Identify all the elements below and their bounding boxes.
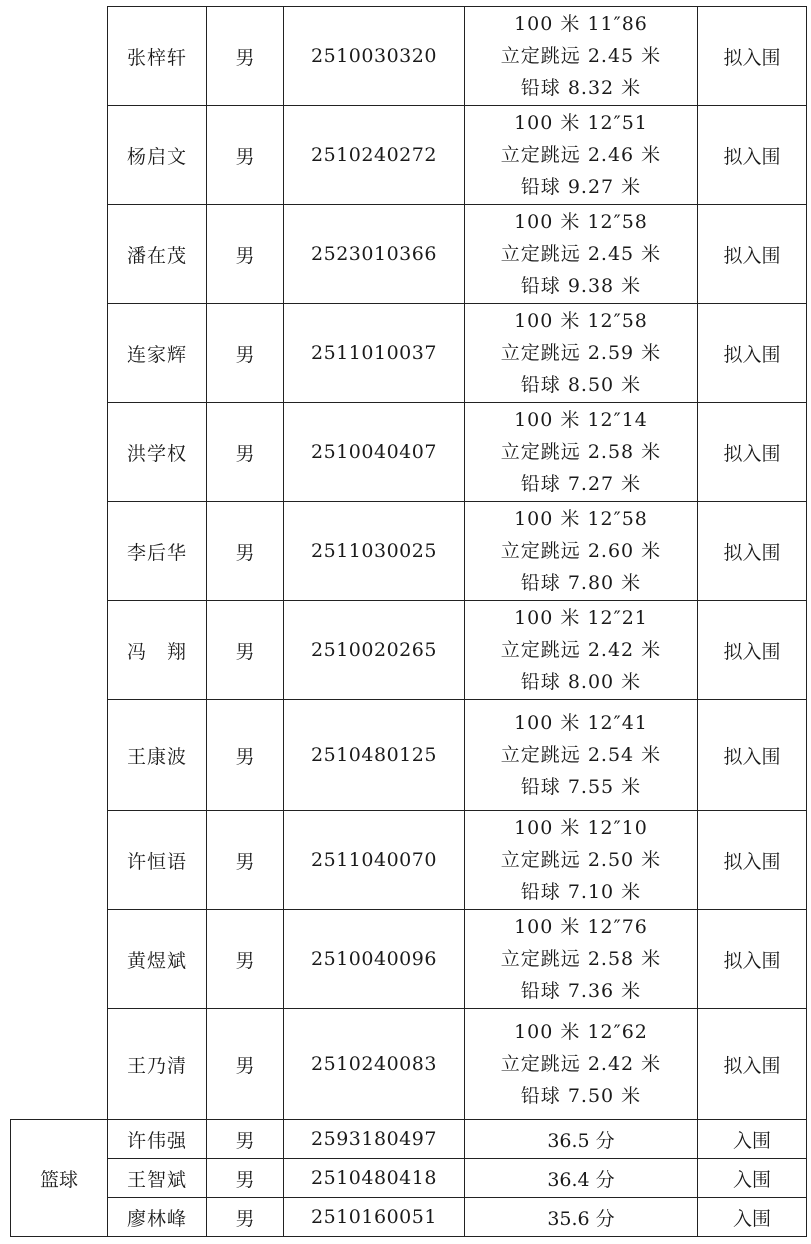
id-cell: 2511010037	[284, 304, 465, 403]
score-cell	[465, 811, 698, 910]
score-cell	[465, 1009, 698, 1120]
name-cell: 连家辉	[108, 304, 207, 403]
score-line: 铅球 7.27 米	[520, 473, 642, 495]
id-cell: 2510020265	[284, 601, 465, 700]
score-cell	[465, 700, 698, 811]
name-cell: 张梓轩	[108, 7, 207, 106]
score-line: 100 米 12″10	[514, 817, 648, 839]
score-line: 铅球 8.50 米	[520, 374, 642, 396]
score-cell	[465, 7, 698, 106]
status-cell: 入围	[698, 1120, 807, 1159]
status-cell: 拟入围	[698, 1009, 807, 1120]
name-cell: 王康波	[108, 700, 207, 811]
gender-cell: 男	[207, 1198, 284, 1237]
score-cell	[465, 106, 698, 205]
score-line: 100 米 12″58	[514, 211, 648, 233]
category-cell-continued	[11, 7, 108, 1120]
table-row	[11, 1198, 807, 1237]
gender-cell: 男	[207, 106, 284, 205]
status-cell: 拟入围	[698, 601, 807, 700]
score-cell	[465, 304, 698, 403]
table-row	[11, 1120, 807, 1159]
id-cell: 2510480125	[284, 700, 465, 811]
score-line: 立定跳远 2.42 米	[500, 1053, 662, 1075]
id-cell: 2593180497	[284, 1120, 465, 1159]
score-line: 立定跳远 2.46 米	[500, 144, 662, 166]
id-cell: 2510240272	[284, 106, 465, 205]
table-row	[11, 502, 807, 601]
status-cell: 拟入围	[698, 811, 807, 910]
gender-cell: 男	[207, 601, 284, 700]
table-row	[11, 403, 807, 502]
gender-cell: 男	[207, 403, 284, 502]
table-row	[11, 910, 807, 1009]
score-line: 100 米 12″14	[514, 409, 648, 431]
gender-cell: 男	[207, 700, 284, 811]
table-row	[11, 304, 807, 403]
gender-cell: 男	[207, 910, 284, 1009]
score-line: 立定跳远 2.45 米	[500, 243, 662, 265]
name-cell: 潘在茂	[108, 205, 207, 304]
id-cell: 2510030320	[284, 7, 465, 106]
score-line: 100 米 11″86	[514, 13, 648, 35]
score-cell	[465, 910, 698, 1009]
score-cell: 35.6 分	[465, 1198, 698, 1237]
gender-cell: 男	[207, 304, 284, 403]
gender-cell: 男	[207, 1009, 284, 1120]
score-line: 100 米 12″62	[514, 1021, 648, 1043]
score-line: 铅球 8.00 米	[520, 671, 642, 693]
name-cell: 廖林峰	[108, 1198, 207, 1237]
name-cell: 许恒语	[108, 811, 207, 910]
status-cell: 拟入围	[698, 910, 807, 1009]
score-line: 100 米 12″58	[514, 508, 648, 530]
score-line: 立定跳远 2.60 米	[500, 540, 662, 562]
id-cell: 2523010366	[284, 205, 465, 304]
gender-cell: 男	[207, 7, 284, 106]
score-line: 铅球 7.55 米	[520, 776, 642, 798]
gender-cell: 男	[207, 1159, 284, 1198]
score-line: 100 米 12″41	[514, 712, 648, 734]
table-row	[11, 601, 807, 700]
table-row	[11, 1159, 807, 1198]
score-line: 100 米 12″21	[514, 607, 648, 629]
gender-cell: 男	[207, 1120, 284, 1159]
score-cell: 36.5 分	[465, 1120, 698, 1159]
id-cell: 2510480418	[284, 1159, 465, 1198]
score-cell	[465, 205, 698, 304]
status-cell: 拟入围	[698, 106, 807, 205]
score-line: 铅球 7.50 米	[520, 1085, 642, 1107]
score-line: 100 米 12″58	[514, 310, 648, 332]
id-cell: 2510040096	[284, 910, 465, 1009]
status-cell: 入围	[698, 1198, 807, 1237]
score-line: 立定跳远 2.42 米	[500, 639, 662, 661]
status-cell: 拟入围	[698, 403, 807, 502]
score-line: 铅球 7.36 米	[520, 980, 642, 1002]
status-cell: 入围	[698, 1159, 807, 1198]
score-line: 铅球 7.10 米	[520, 881, 642, 903]
score-cell	[465, 502, 698, 601]
name-cell: 杨启文	[108, 106, 207, 205]
status-cell: 拟入围	[698, 205, 807, 304]
name-cell: 李后华	[108, 502, 207, 601]
table-row	[11, 1009, 807, 1120]
category-cell: 篮球	[11, 1120, 108, 1237]
name-cell: 王智斌	[108, 1159, 207, 1198]
status-cell: 拟入围	[698, 700, 807, 811]
gender-cell: 男	[207, 205, 284, 304]
id-cell: 2511030025	[284, 502, 465, 601]
gender-cell: 男	[207, 811, 284, 910]
score-cell	[465, 601, 698, 700]
table-row	[11, 811, 807, 910]
score-line: 100 米 12″76	[514, 916, 648, 938]
name-cell: 王乃清	[108, 1009, 207, 1120]
table-row	[11, 106, 807, 205]
status-cell: 拟入围	[698, 304, 807, 403]
status-cell: 拟入围	[698, 502, 807, 601]
name-cell: 许伟强	[108, 1120, 207, 1159]
name-cell: 洪学权	[108, 403, 207, 502]
score-line: 立定跳远 2.45 米	[500, 45, 662, 67]
score-line: 立定跳远 2.50 米	[500, 849, 662, 871]
score-line: 铅球 9.38 米	[520, 275, 642, 297]
score-line: 100 米 12″51	[514, 112, 648, 134]
id-cell: 2510240083	[284, 1009, 465, 1120]
id-cell: 2510040407	[284, 403, 465, 502]
name-cell: 黄煜斌	[108, 910, 207, 1009]
score-cell: 36.4 分	[465, 1159, 698, 1198]
score-line: 铅球 8.32 米	[520, 77, 642, 99]
score-line: 立定跳远 2.58 米	[500, 948, 662, 970]
id-cell: 2511040070	[284, 811, 465, 910]
score-cell	[465, 403, 698, 502]
status-cell: 拟入围	[698, 7, 807, 106]
score-line: 立定跳远 2.59 米	[500, 342, 662, 364]
score-line: 铅球 9.27 米	[520, 176, 642, 198]
table-row	[11, 205, 807, 304]
table-row	[11, 700, 807, 811]
name-cell: 冯 翔	[108, 601, 207, 700]
id-cell: 2510160051	[284, 1198, 465, 1237]
score-line: 立定跳远 2.54 米	[500, 744, 662, 766]
score-line: 铅球 7.80 米	[520, 572, 642, 594]
score-line: 立定跳远 2.58 米	[500, 441, 662, 463]
results-table	[10, 6, 807, 1237]
gender-cell: 男	[207, 502, 284, 601]
table-row	[11, 7, 807, 106]
